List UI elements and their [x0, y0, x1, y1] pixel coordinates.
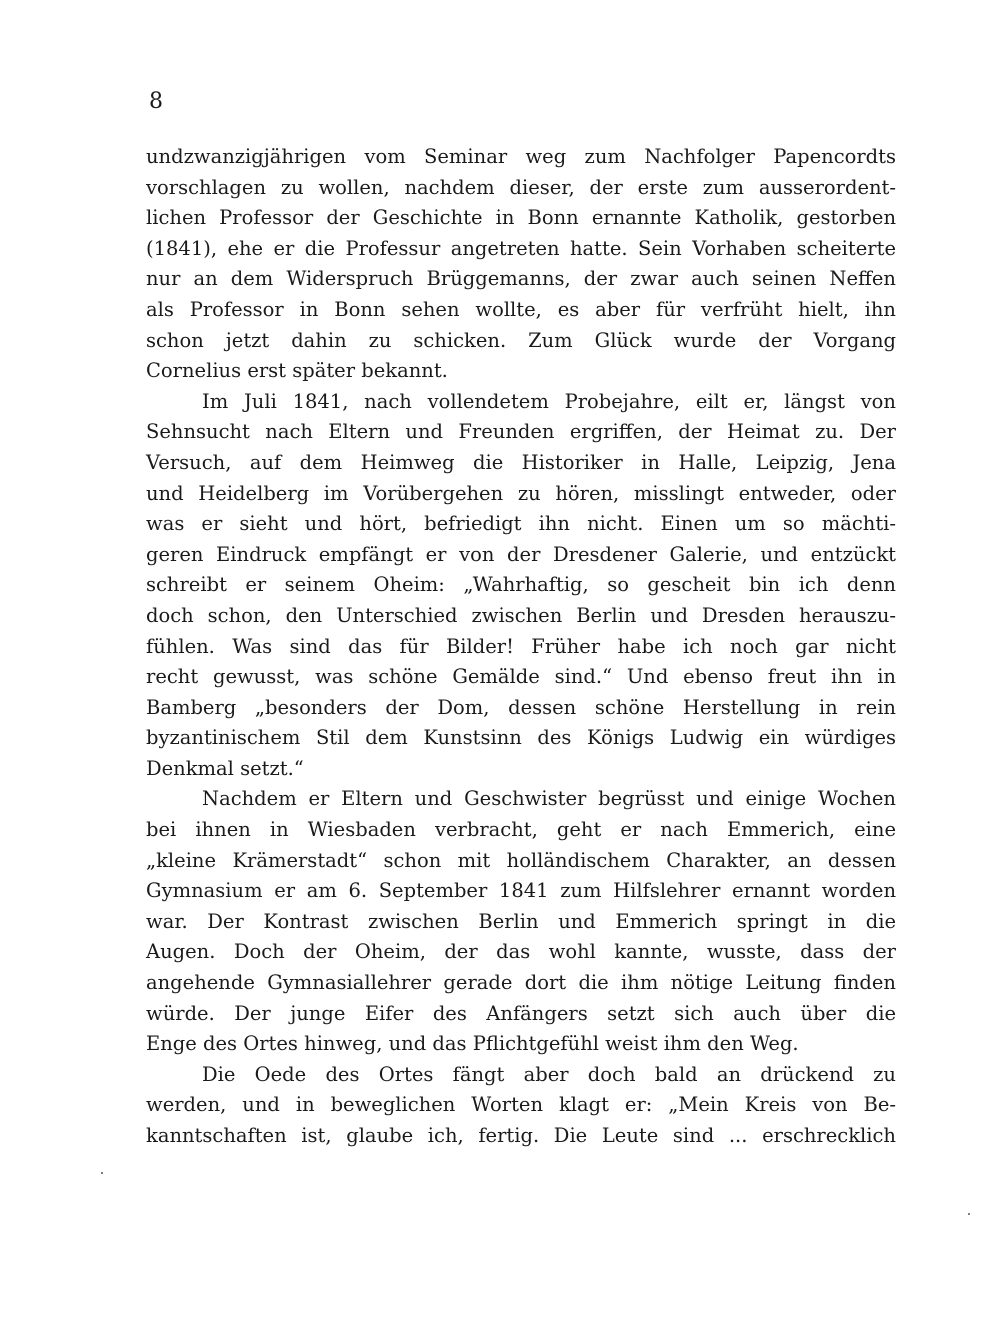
paragraph	[146, 784, 896, 1059]
text-line: Nachdem er Eltern und Geschwister begrüsst und einige Wochen	[202, 787, 896, 811]
text-line: war. Der Kontrast zwischen Berlin und Emmerich springt in die	[146, 909, 896, 933]
text-line: angehende Gymnasiallehrer gerade dort die ihm nötige Leitung finden	[146, 971, 896, 995]
body-text	[146, 142, 896, 1152]
text-line: schon jetzt dahin zu schicken. Zum Glück wurde der Vorgang	[146, 328, 896, 352]
scan-speck	[968, 1213, 970, 1215]
scan-speck	[101, 1172, 103, 1174]
text-line: fühlen. Was sind das für Bilder! Früher habe ich noch gar nicht	[146, 634, 896, 658]
text-line: byzantinischem Stil dem Kunstsinn des Königs Ludwig ein würdiges	[146, 726, 896, 750]
text-line: vorschlagen zu wollen, nachdem dieser, der erste zum ausserordent-	[146, 175, 896, 199]
text-line: Bamberg „besonders der Dom, dessen schöne Herstellung in rein	[146, 695, 896, 719]
text-line: „kleine Krämerstadt“ schon mit holländischem Charakter, an dessen	[146, 848, 896, 872]
text-line: würde. Der junge Eifer des Anfängers setzt sich auch über die	[146, 1001, 896, 1025]
text-line: (1841), ehe er die Professur angetreten hatte. Sein Vorhaben scheiterte	[146, 236, 896, 260]
paragraph	[146, 142, 896, 387]
text-line: schreibt er seinem Oheim: „Wahrhaftig, so gescheit bin ich denn	[146, 573, 896, 597]
page-number: 8	[149, 89, 163, 114]
text-line: Im Juli 1841, nach vollendetem Probejahre, eilt er, längst von	[202, 389, 896, 413]
text-line: undzwanzigjährigen vom Seminar weg zum Nachfolger Papencordts	[146, 145, 896, 168]
text-line: Enge des Ortes hinweg, und das Pflichtgefühl weist ihm den Weg.	[146, 1032, 799, 1056]
text-line: und Heidelberg im Vorübergehen zu hören, misslingt entweder, oder	[146, 481, 896, 505]
text-line: Sehnsucht nach Eltern und Freunden ergriffen, der Heimat zu. Der	[146, 420, 896, 444]
text-line: Augen. Doch der Oheim, der das wohl kannte, wusste, dass der	[146, 940, 896, 964]
text-line: geren Eindruck empfängt er von der Dresdener Galerie, und entzückt	[146, 542, 896, 566]
paragraph	[146, 1060, 896, 1152]
text-line: werden, und in beweglichen Worten klagt er: „Mein Kreis von Be-	[146, 1093, 896, 1117]
text-line: Gymnasium er am 6. September 1841 zum Hilfslehrer ernannt worden	[146, 879, 896, 903]
text-line: doch schon, den Unterschied zwischen Berlin und Dresden herauszu-	[146, 603, 896, 627]
text-line: bei ihnen in Wiesbaden verbracht, geht er nach Emmerich, eine	[146, 818, 896, 842]
text-line: als Professor in Bonn sehen wollte, es aber für verfrüht hielt, ihn	[146, 297, 896, 321]
paragraph	[146, 387, 896, 785]
text-line: Cornelius erst später bekannt.	[146, 359, 448, 383]
text-line: lichen Professor der Geschichte in Bonn ernannte Katholik, gestorben	[146, 206, 896, 230]
text-line: was er sieht und hört, befriedigt ihn nicht. Einen um so mächti-	[146, 512, 896, 536]
text-line: Die Oede des Ortes fängt aber doch bald an drückend zu	[202, 1062, 896, 1086]
text-line: nur an dem Widerspruch Brüggemanns, der zwar auch seinen Neffen	[146, 267, 896, 291]
text-line: Versuch, auf dem Heimweg die Historiker in Halle, Leipzig, Jena	[146, 450, 896, 474]
text-line: Denkmal setzt.“	[146, 756, 304, 780]
text-line: recht gewusst, was schöne Gemälde sind.“ Und ebenso freut ihn in	[146, 665, 896, 689]
text-line: kanntschaften ist, glaube ich, fertig. Die Leute sind ... erschrecklich	[146, 1124, 896, 1147]
